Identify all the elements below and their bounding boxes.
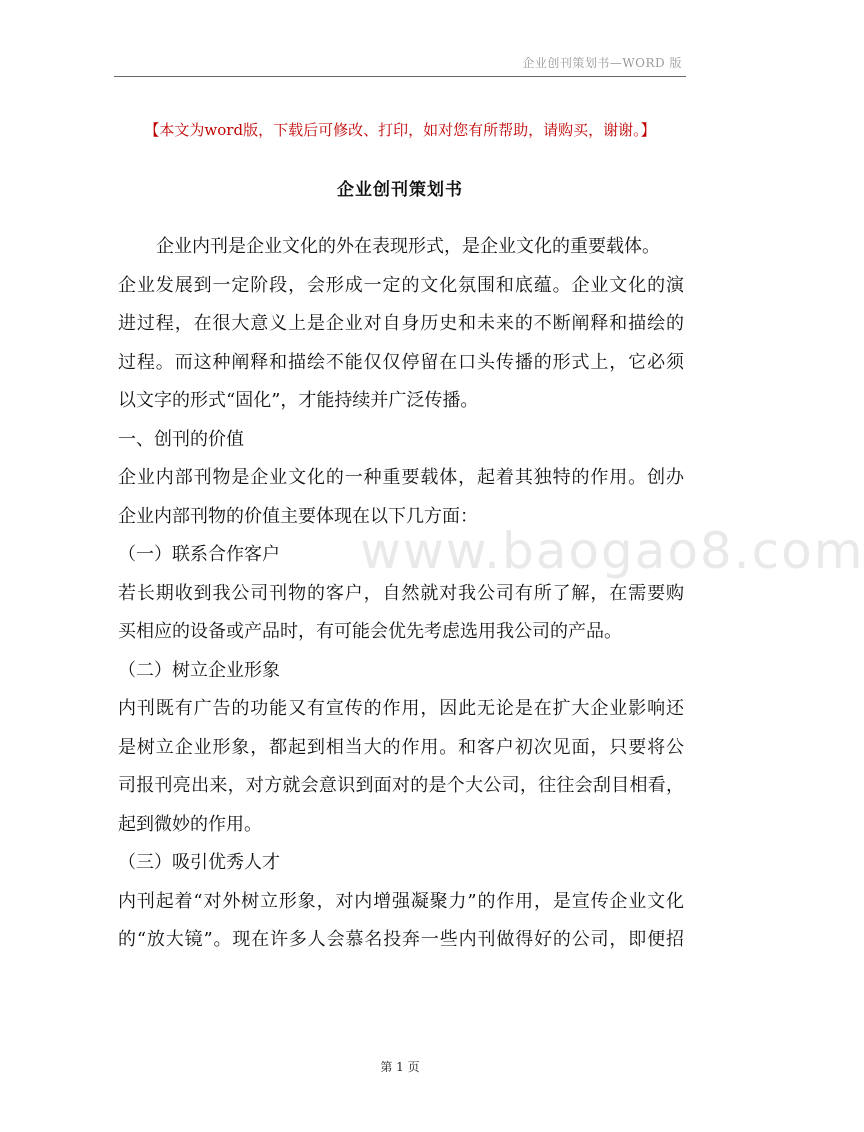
text-line: 的“放大镜”。现在许多人会慕名投奔一些内刊做得好的公司，即便招 [118, 929, 684, 950]
subsection-heading: （一）联系合作客户 [118, 544, 280, 565]
text-line: 企业内部刊物是企业文化的一种重要载体，起着其独特的作用。创办 [118, 467, 684, 488]
subsection-heading: （二）树立企业形象 [118, 659, 280, 681]
header-divider [114, 76, 686, 77]
text-line: 内刊既有广告的功能又有宣传的作用，因此无论是在扩大企业影响还 [118, 698, 684, 719]
text-line: 司报刊亮出来，对方就会意识到面对的是个大公司，往往会刮目相看， [118, 775, 684, 796]
text-line: 进过程，在很大意义上是企业对自身历史和未来的不断阐释和描绘的 [118, 313, 684, 334]
text-line: 起到微妙的作用。 [118, 813, 262, 835]
running-header: 企业创刊策划书—WORD 版 [522, 56, 682, 70]
download-notice: 【本文为word版，下载后可修改、打印，如对您有所帮助，请购买，谢谢。】 [144, 121, 656, 139]
page-number: 第 1 页 [380, 1060, 420, 1074]
text-line: 内刊起着“对外树立形象，对内增强凝聚力”的作用，是宣传企业文化 [118, 890, 684, 912]
text-line: 过程。而这种阐释和描绘不能仅仅停留在口头传播的形式上，它必须 [118, 351, 684, 373]
text-line: 若长期收到我公司刊物的客户，自然就对我公司有所了解，在需要购 [118, 582, 684, 604]
text-line: 以文字的形式“固化”，才能持续并广泛传播。 [118, 390, 479, 411]
section-heading: 一、创刊的价值 [118, 428, 244, 450]
text-line: 买相应的设备或产品时，有可能会优先考虑选用我公司的产品。 [118, 621, 622, 642]
text-line: 企业发展到一定阶段，会形成一定的文化氛围和底蕴。企业文化的演 [118, 274, 684, 296]
text-line: 是树立企业形象，都起到相当大的作用。和客户初次见面，只要将公 [118, 736, 684, 758]
text-line: 企业内刊是企业文化的外在表现形式，是企业文化的重要载体。 [156, 236, 660, 257]
document-title: 企业创刊策划书 [337, 180, 463, 200]
document-body [118, 228, 684, 960]
subsection-heading: （三）吸引优秀人才 [118, 852, 280, 873]
text-line: 企业内部刊物的价值主要体现在以下几方面： [118, 505, 478, 527]
watermark: www.baogao8.com [360, 522, 864, 580]
